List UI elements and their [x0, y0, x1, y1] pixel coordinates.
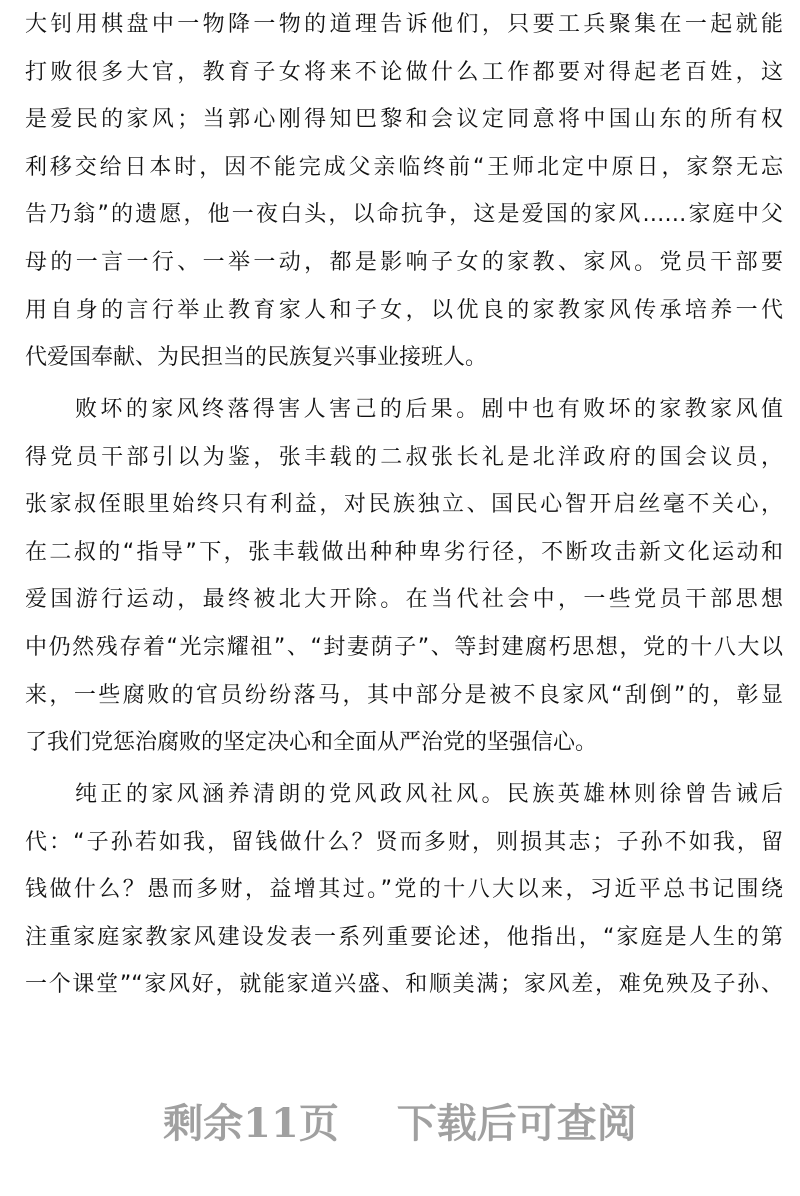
paragraph-line: 得党员干部引以为鉴，张丰载的二叔张长礼是北洋政府的国会议员，	[25, 444, 783, 470]
paragraph-line: 败坏的家风终落得害人害己的后果。剧中也有败坏的家教家风值	[75, 397, 783, 422]
paragraph-line: 母的一言一行、一举一动，都是影响子女的家教、家风。党员干部要	[25, 250, 783, 275]
paragraph-line: 用自身的言行举止教育家人和子女，以优良的家教家风传承培养一代	[25, 297, 783, 323]
paragraph-line: 钱做什么？愚而多财，益增其过。”党的十八大以来，习近平总书记围绕	[25, 877, 783, 903]
paragraph-line: 一个课堂”“家风好，就能家道兴盛、和顺美满；家风差，难免殃及子孙、	[25, 972, 783, 998]
paragraph-line: 在二叔的“指导”下，张丰载做出种种卑劣行径，不断攻击新文化运动和	[25, 539, 783, 565]
paragraph-line: 利移交给日本时，因不能完成父亲临终前“王师北定中原日，家祭无忘	[25, 154, 783, 180]
paragraph-line: 大钊用棋盘中一物降一物的道理告诉他们，只要工兵聚集在一起就能	[25, 12, 783, 37]
remaining-pages-label: 剩余11页	[163, 1100, 339, 1147]
paragraph-line: 打败很多大官，教育子女将来不论做什么工作都要对得起老百姓，这	[25, 59, 783, 85]
paragraph-line: 纯正的家风涵养清朗的党风政风社风。民族英雄林则徐曾告诫后	[75, 782, 783, 807]
paragraph-line: 中仍然残存着“光宗耀祖”、“封妻荫子”、等封建腐朽思想，党的十八大以	[25, 635, 783, 660]
paragraph-line: 张家叔侄眼里始终只有利益，对民族独立、国民心智开启丝毫不关心，	[25, 492, 783, 518]
paragraph-line: 是爱民的家风；当郭心刚得知巴黎和会议定同意将中国山东的所有权	[25, 107, 783, 133]
paragraph-line: 来，一些腐败的官员纷纷落马，其中部分是被不良家风“刮倒”的，彰显	[25, 682, 783, 708]
paragraph-line: 代：“子孙若如我，留钱做什么？贤而多财，则损其志；子孙不如我，留	[25, 829, 783, 855]
paragraph-line: 注重家庭家教家风建设发表一系列重要论述，他指出，“家庭是人生的第	[25, 924, 783, 950]
paragraph-line: 了我们党惩治腐败的坚定决心和全面从严治党的坚强信心。	[25, 730, 598, 756]
paragraph-line: 代爱国奉献、为民担当的民族复兴事业接班人。	[25, 345, 488, 371]
download-to-view-label[interactable]: 下载后可查阅	[396, 1100, 637, 1147]
paragraph-line: 爱国游行运动，最终被北大开除。在当代社会中，一些党员干部思想	[25, 587, 783, 613]
paragraph-line: 告乃翁”的遗愿，他一夜白头，以命抗争，这是爱国的家风……家庭中父	[25, 202, 783, 228]
download-prompt[interactable]	[0, 1092, 800, 1149]
